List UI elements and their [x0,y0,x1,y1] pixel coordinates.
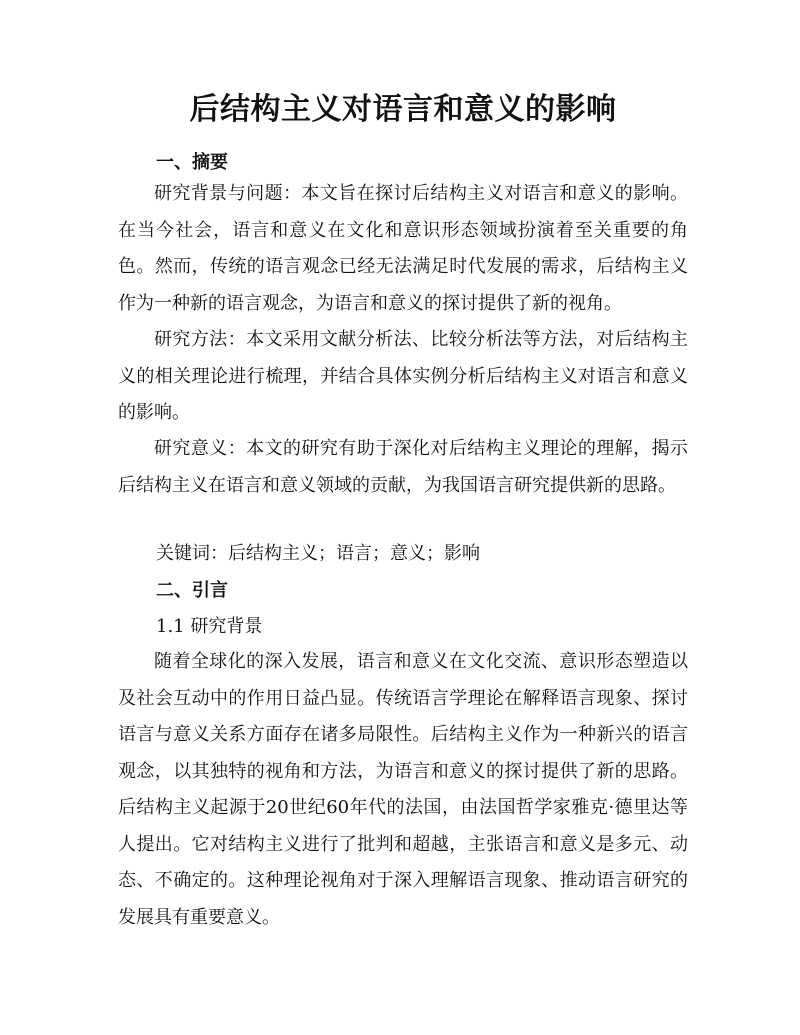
abstract-significance-paragraph: 研究意义：本文的研究有助于深化对后结构主义理论的理解，揭示后结构主义在语言和意义领域的贡献，为我国语言研究提供新的思路。 [118,438,688,496]
introduction-heading: 二、引言 [156,580,228,601]
document-title: 后结构主义对语言和意义的影响 [189,92,617,127]
keywords-line: 关键词：后结构主义；语言；意义；影响 [156,543,480,564]
introduction-paragraph: 随着全球化的深入发展，语言和意义在文化交流、意识形态塑造以及社会互动中的作用日益凸显。传统语言学理论在解释语言现象、探讨语言与意义关系方面存在诸多局限性。后结构主义作为一种新兴的语言观念，以其独特的视角和方法，为语言和意义的探讨提供了新的思路。后结构主义起源于20世纪60年代的法国，由法国哲学家雅克·德里达等人提出。它对结构主义进行了批判和超越，主张语言和意义是多元、动态、不确定的。这种理论视角对于深入理解语言现象、推动语言研究的发展具有重要意义。 [118,651,688,928]
abstract-method-paragraph: 研究方法：本文采用文献分析法、比较分析法等方法，对后结构主义的相关理论进行梳理，并结合具体实例分析后结构主义对语言和意义的影响。 [118,329,688,423]
abstract-heading: 一、摘要 [156,152,228,173]
subsection-heading: 1.1 研究背景 [156,616,263,637]
abstract-background-paragraph: 研究背景与问题：本文旨在探讨后结构主义对语言和意义的影响。在当今社会，语言和意义在文化和意识形态领域扮演着至关重要的角色。然而，传统的语言观念已经无法满足时代发展的需求，后结构主义作为一种新的语言观念，为语言和意义的探讨提供了新的视角。 [118,183,688,314]
